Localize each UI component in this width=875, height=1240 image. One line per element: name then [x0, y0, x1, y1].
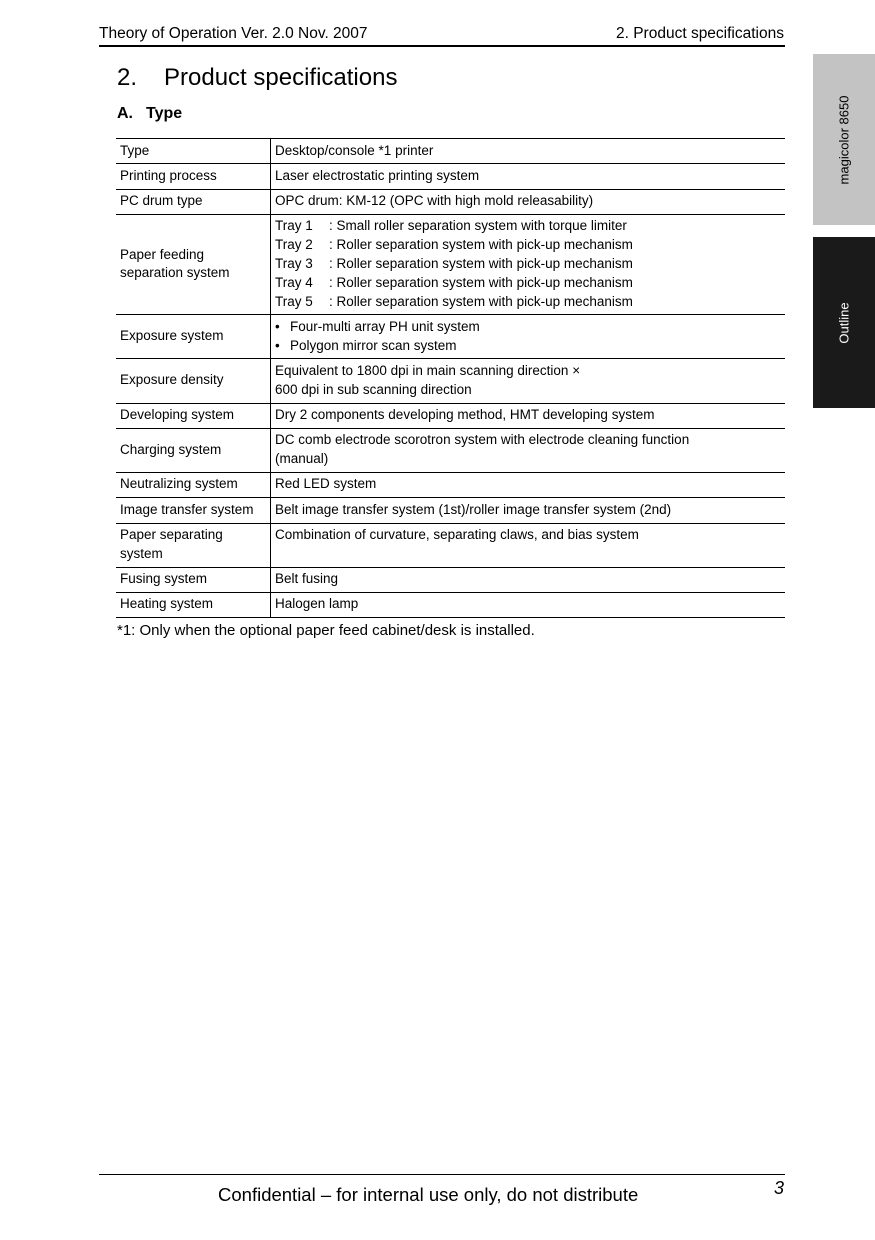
side-tab-model-label: magicolor 8650 [836, 95, 852, 184]
row-value-trays [271, 214, 786, 314]
side-tab-section[interactable] [813, 237, 875, 408]
row-value-lines [271, 428, 786, 472]
row-label: Developing system [116, 403, 271, 428]
table-row [116, 359, 785, 403]
tray-line [275, 293, 781, 312]
table-row [116, 315, 785, 359]
value-line: Equivalent to 1800 dpi in main scanning direction × [275, 362, 581, 378]
row-value: Belt fusing [271, 567, 786, 592]
bullet-text: Four-multi array PH unit system [290, 318, 480, 334]
side-tab-section-label: Outline [836, 301, 852, 344]
tray-line [275, 274, 781, 293]
row-value: Desktop/console *1 printer [271, 139, 786, 164]
tray-desc: : Roller separation system with pick-up mechanism [329, 293, 633, 309]
row-label: Exposure system [116, 315, 271, 359]
table-row [116, 214, 785, 314]
tray-name: Tray 1 [275, 218, 313, 234]
tray-line [275, 217, 781, 236]
running-header-right: 2. Product specifications [615, 25, 784, 42]
tray-line [275, 255, 781, 274]
table-row [116, 428, 785, 472]
bullet-item [275, 318, 781, 337]
table-row [116, 567, 785, 592]
value-line: 600 dpi in sub scanning direction [275, 381, 472, 397]
table-row [116, 592, 785, 617]
tray-desc: : Roller separation system with pick-up mechanism [329, 274, 633, 290]
footnote: *1: Only when the optional paper feed cabinet/desk is installed. [117, 622, 535, 639]
row-label: Paper feeding separation system [116, 214, 271, 314]
section-heading [117, 64, 397, 92]
row-label: Exposure density [116, 359, 271, 403]
section-number: 2. [117, 64, 138, 91]
tray-name: Tray 3 [275, 255, 313, 271]
section-title: Product specifications [164, 64, 398, 91]
value-line: (manual) [275, 451, 329, 467]
table-row [116, 164, 785, 189]
row-value: Red LED system [271, 472, 786, 497]
row-value: Laser electrostatic printing system [271, 164, 786, 189]
row-label: Fusing system [116, 567, 271, 592]
spec-table [116, 138, 785, 618]
value-line: DC comb electrode scorotron system with electrode cleaning function [275, 432, 690, 448]
tray-line [275, 236, 781, 255]
tray-name: Tray 2 [275, 237, 313, 253]
row-label: Paper separating system [116, 523, 271, 567]
row-value: OPC drum: KM-12 (OPC with high mold releasability) [271, 189, 786, 214]
tray-desc: : Roller separation system with pick-up mechanism [329, 255, 633, 271]
page-number: 3 [773, 1178, 784, 1198]
footer-confidential: Confidential – for internal use only, do not distribute [218, 1184, 639, 1205]
footer-rule [99, 1174, 785, 1175]
side-tab-model[interactable] [813, 54, 875, 225]
row-label: Printing process [116, 164, 271, 189]
row-label: PC drum type [116, 189, 271, 214]
row-value: Belt image transfer system (1st)/roller image transfer system (2nd) [271, 498, 786, 523]
subsection-heading [117, 105, 182, 123]
bullet-item [275, 337, 781, 356]
row-value-lines [271, 359, 786, 403]
tray-desc: : Small roller separation system with torque limiter [329, 218, 627, 234]
row-label: Type [116, 139, 271, 164]
row-value: Halogen lamp [271, 592, 786, 617]
row-label: Heating system [116, 592, 271, 617]
tray-desc: : Roller separation system with pick-up mechanism [329, 237, 633, 253]
header-rule [99, 45, 785, 47]
row-value: Dry 2 components developing method, HMT developing system [271, 403, 786, 428]
bullet-icon: • [275, 337, 280, 353]
table-row [116, 189, 785, 214]
table-row [116, 498, 785, 523]
running-header-left: Theory of Operation Ver. 2.0 Nov. 2007 [99, 25, 368, 42]
bullet-icon: • [275, 318, 280, 334]
row-label: Charging system [116, 428, 271, 472]
table-row [116, 403, 785, 428]
table-row [116, 139, 785, 164]
table-row [116, 472, 785, 497]
row-label: Neutralizing system [116, 472, 271, 497]
table-row [116, 523, 785, 567]
subsection-number: A. [117, 105, 133, 122]
tray-name: Tray 5 [275, 293, 313, 309]
bullet-text: Polygon mirror scan system [290, 337, 457, 353]
subsection-title: Type [146, 105, 183, 122]
tray-name: Tray 4 [275, 274, 313, 290]
row-value-bullets [271, 315, 786, 359]
row-label: Image transfer system [116, 498, 271, 523]
row-value: Combination of curvature, separating claws, and bias system [271, 523, 786, 567]
